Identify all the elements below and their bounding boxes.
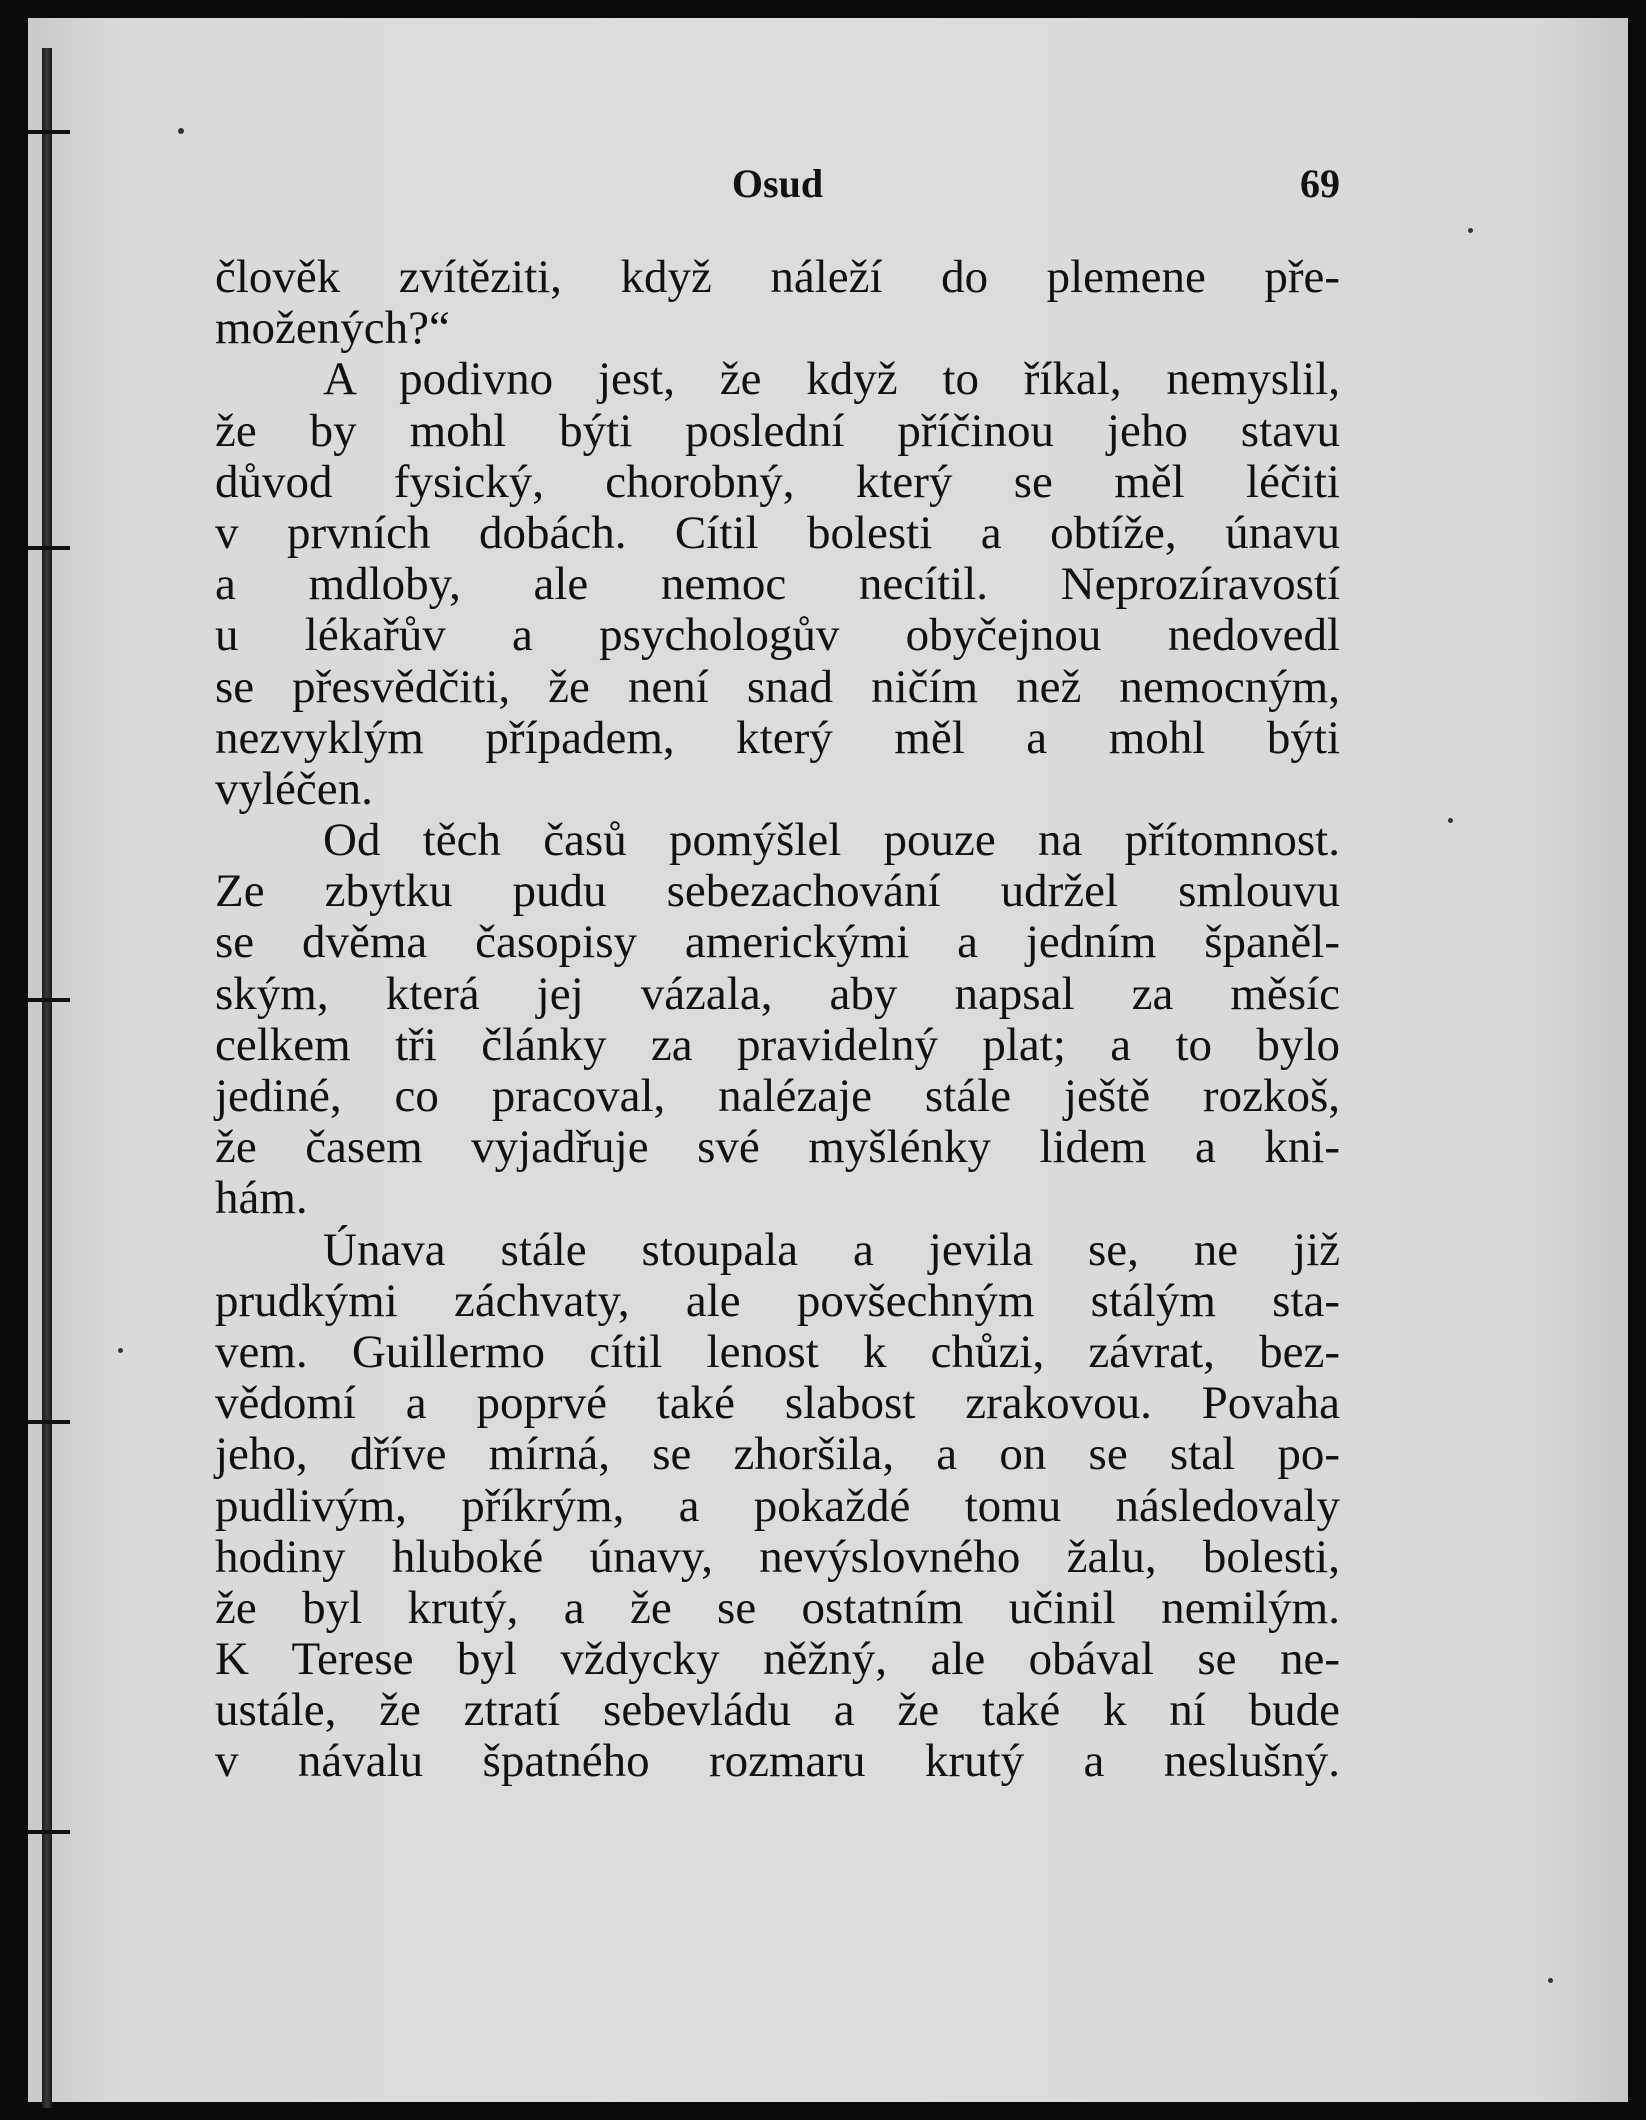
text-line: možených?“ xyxy=(215,302,450,355)
binding-stitch xyxy=(28,1830,70,1834)
dust-speck xyxy=(118,1348,123,1353)
text-line: Ze zbytku pudu sebezachování udržel smlouvu xyxy=(215,865,1340,918)
binding-stitch xyxy=(28,1420,70,1424)
text-line: ským, která jej vázala, aby napsal za měsíc xyxy=(215,967,1340,1020)
text-line: a mdloby, ale nemoc necítil. Neprozíravostí xyxy=(215,558,1340,611)
text-line: hám. xyxy=(215,1172,308,1225)
binding-stitch xyxy=(28,130,70,134)
text-line: vědomí a poprvé také slabost zrakovou. Povaha xyxy=(215,1377,1340,1430)
text-line: prudkými záchvaty, ale povšechným stálým sta- xyxy=(215,1274,1340,1327)
text-line: se přesvědčiti, že není snad ničím než nemocným, xyxy=(215,660,1340,713)
chapter-title: Osud xyxy=(731,161,824,206)
text-line: jediné, co pracoval, nalézaje stále ještě rozkoš, xyxy=(215,1070,1340,1122)
text-line: že byl krutý, a že se ostatním učinil nemilým. xyxy=(215,1581,1340,1634)
text-line: že by mohl býti poslední příčinou jeho stavu xyxy=(215,404,1340,457)
text-line: jeho, dříve mírná, se zhoršila, a on se stal po- xyxy=(215,1428,1340,1481)
dust-speck xyxy=(1548,1978,1553,1983)
text-line: celkem tři články za pravidelný plat; a to bylo xyxy=(215,1018,1340,1071)
body-text xyxy=(215,252,1340,1788)
text-line: ustále, že ztratí sebevládu a že také k ní bude xyxy=(215,1684,1340,1737)
text-line: nezvyklým případem, který měl a mohl býti xyxy=(215,711,1340,764)
text-line: vem. Guillermo cítil lenost k chůzi, závrat, bez- xyxy=(215,1325,1340,1378)
text-line: u lékařův a psychologův obyčejnou nedovedl xyxy=(215,609,1340,662)
text-line: člověk zvítěziti, když náleží do plemene pře- xyxy=(215,251,1340,303)
page-number: 69 xyxy=(1300,161,1340,206)
binding-stitch xyxy=(28,546,70,550)
text-line: že časem vyjadřuje své myšlénky lidem a kni- xyxy=(215,1121,1340,1174)
binding-stitch xyxy=(28,998,70,1002)
text-line: Od těch časů pomýšlel pouze na přítomnost. xyxy=(323,814,1340,867)
text-line: A podivno jest, že když to říkal, nemyslil, xyxy=(323,353,1340,406)
text-line: pudlivým, příkrým, a pokaždé tomu následovaly xyxy=(215,1479,1340,1532)
text-line: K Terese byl vždycky něžný, ale obával se ne- xyxy=(215,1633,1340,1686)
text-line: v prvních dobách. Cítil bolesti a obtíže, únavu xyxy=(215,506,1340,559)
text-line: se dvěma časopisy americkými a jedním španěl- xyxy=(215,916,1340,969)
running-header xyxy=(215,160,1340,210)
dust-speck xyxy=(178,128,184,134)
dust-speck xyxy=(1448,818,1453,823)
text-line: důvod fysický, chorobný, který se měl léčiti xyxy=(215,455,1340,508)
text-line: hodiny hluboké únavy, nevýslovného žalu, bolesti, xyxy=(215,1530,1340,1583)
text-line: vyléčen. xyxy=(215,762,373,815)
book-binding xyxy=(42,48,52,2108)
dust-speck xyxy=(1468,228,1473,233)
text-line: v návalu špatného rozmaru krutý a neslušný. xyxy=(215,1735,1340,1788)
text-line: Únava stále stoupala a jevila se, ne již xyxy=(323,1223,1340,1276)
